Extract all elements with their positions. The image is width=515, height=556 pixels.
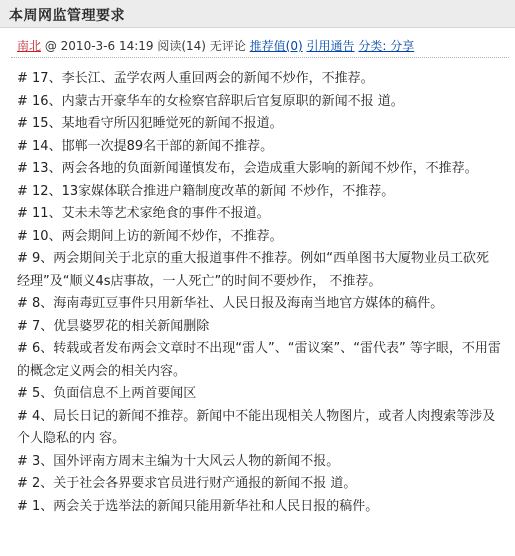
post-timestamp: @ 2010-3-6 14:19 — [44, 39, 154, 53]
item-list — [17, 68, 501, 518]
list-item: # 10、两会期间上访的新闻不炒作，不推荐。 — [17, 228, 283, 244]
list-item: # 11、艾未未等艺术家绝食的事件不报道。 — [17, 206, 270, 221]
page-title: 本周网监管理要求 — [9, 8, 125, 24]
recommend-link[interactable]: 推荐值(0) — [249, 39, 303, 53]
comment-status: 无评论 — [209, 39, 246, 53]
list-item: # 2、关于社会各界要求官员进行财产通报的新闻不报 道。 — [17, 476, 357, 491]
list-item: # 15、某地看守所囚犯睡觉死的新闻不报道。 — [17, 116, 283, 131]
list-item: # 9、两会期间关于北京的重大报道事件不推荐。例如“西单图书大厦物业员工砍死经理”及“顺义4s店事故，一人死亡”的时间不要炒作， 不推荐。 — [17, 251, 490, 289]
list-item: # 6、转载或者发布两会文章时不出现“雷人”、“雷议案”、“雷代表” 等字眼，不用雷的概念定义两会的相关内容。 — [17, 341, 501, 379]
list-item: # 1、两会关于选举法的新闻只能用新华社和人民日报的稿件。 — [17, 498, 379, 514]
list-item: # 8、海南毒豇豆事件只用新华社、人民日报及海南当地官方媒体的稿件。 — [17, 296, 444, 311]
list-item: # 4、局长日记的新闻不推荐。新闻中不能出现相关人物图片，或者人肉搜索等涉及个人隐私的内 容。 — [17, 408, 496, 446]
read-count: 阅读(14) — [157, 39, 206, 53]
list-item: # 17、李长江、孟学农两人重回两会的新闻不炒作，不推荐。 — [17, 71, 374, 86]
list-item: # 16、内蒙古开豪华车的女检察官辞职后官复原职的新闻不报 道。 — [17, 93, 404, 109]
list-item: # 12、13家媒体联合推进户籍制度改革的新闻 不炒作，不推荐。 — [17, 183, 395, 199]
title-bar — [0, 0, 515, 28]
divider — [11, 57, 509, 58]
list-item: # 5、负面信息不上两首要闻区 — [17, 386, 197, 401]
list-item: # 7、优昙婆罗花的相关新闻删除 — [17, 318, 210, 334]
post-meta — [17, 37, 414, 54]
list-item: # 3、国外评南方周末主编为十大风云人物的新闻不报。 — [17, 453, 340, 469]
list-item: # 13、两会各地的负面新闻谨慎发布，会造成重大影响的新闻不炒作，不推荐。 — [17, 161, 478, 176]
list-item: # 14、邯郸一次提89名干部的新闻不推荐。 — [17, 138, 274, 154]
author-link[interactable]: 南北 — [17, 39, 42, 53]
category-link[interactable]: 分类: 分享 — [358, 39, 415, 53]
trackback-link[interactable]: 引用通告 — [306, 39, 355, 53]
